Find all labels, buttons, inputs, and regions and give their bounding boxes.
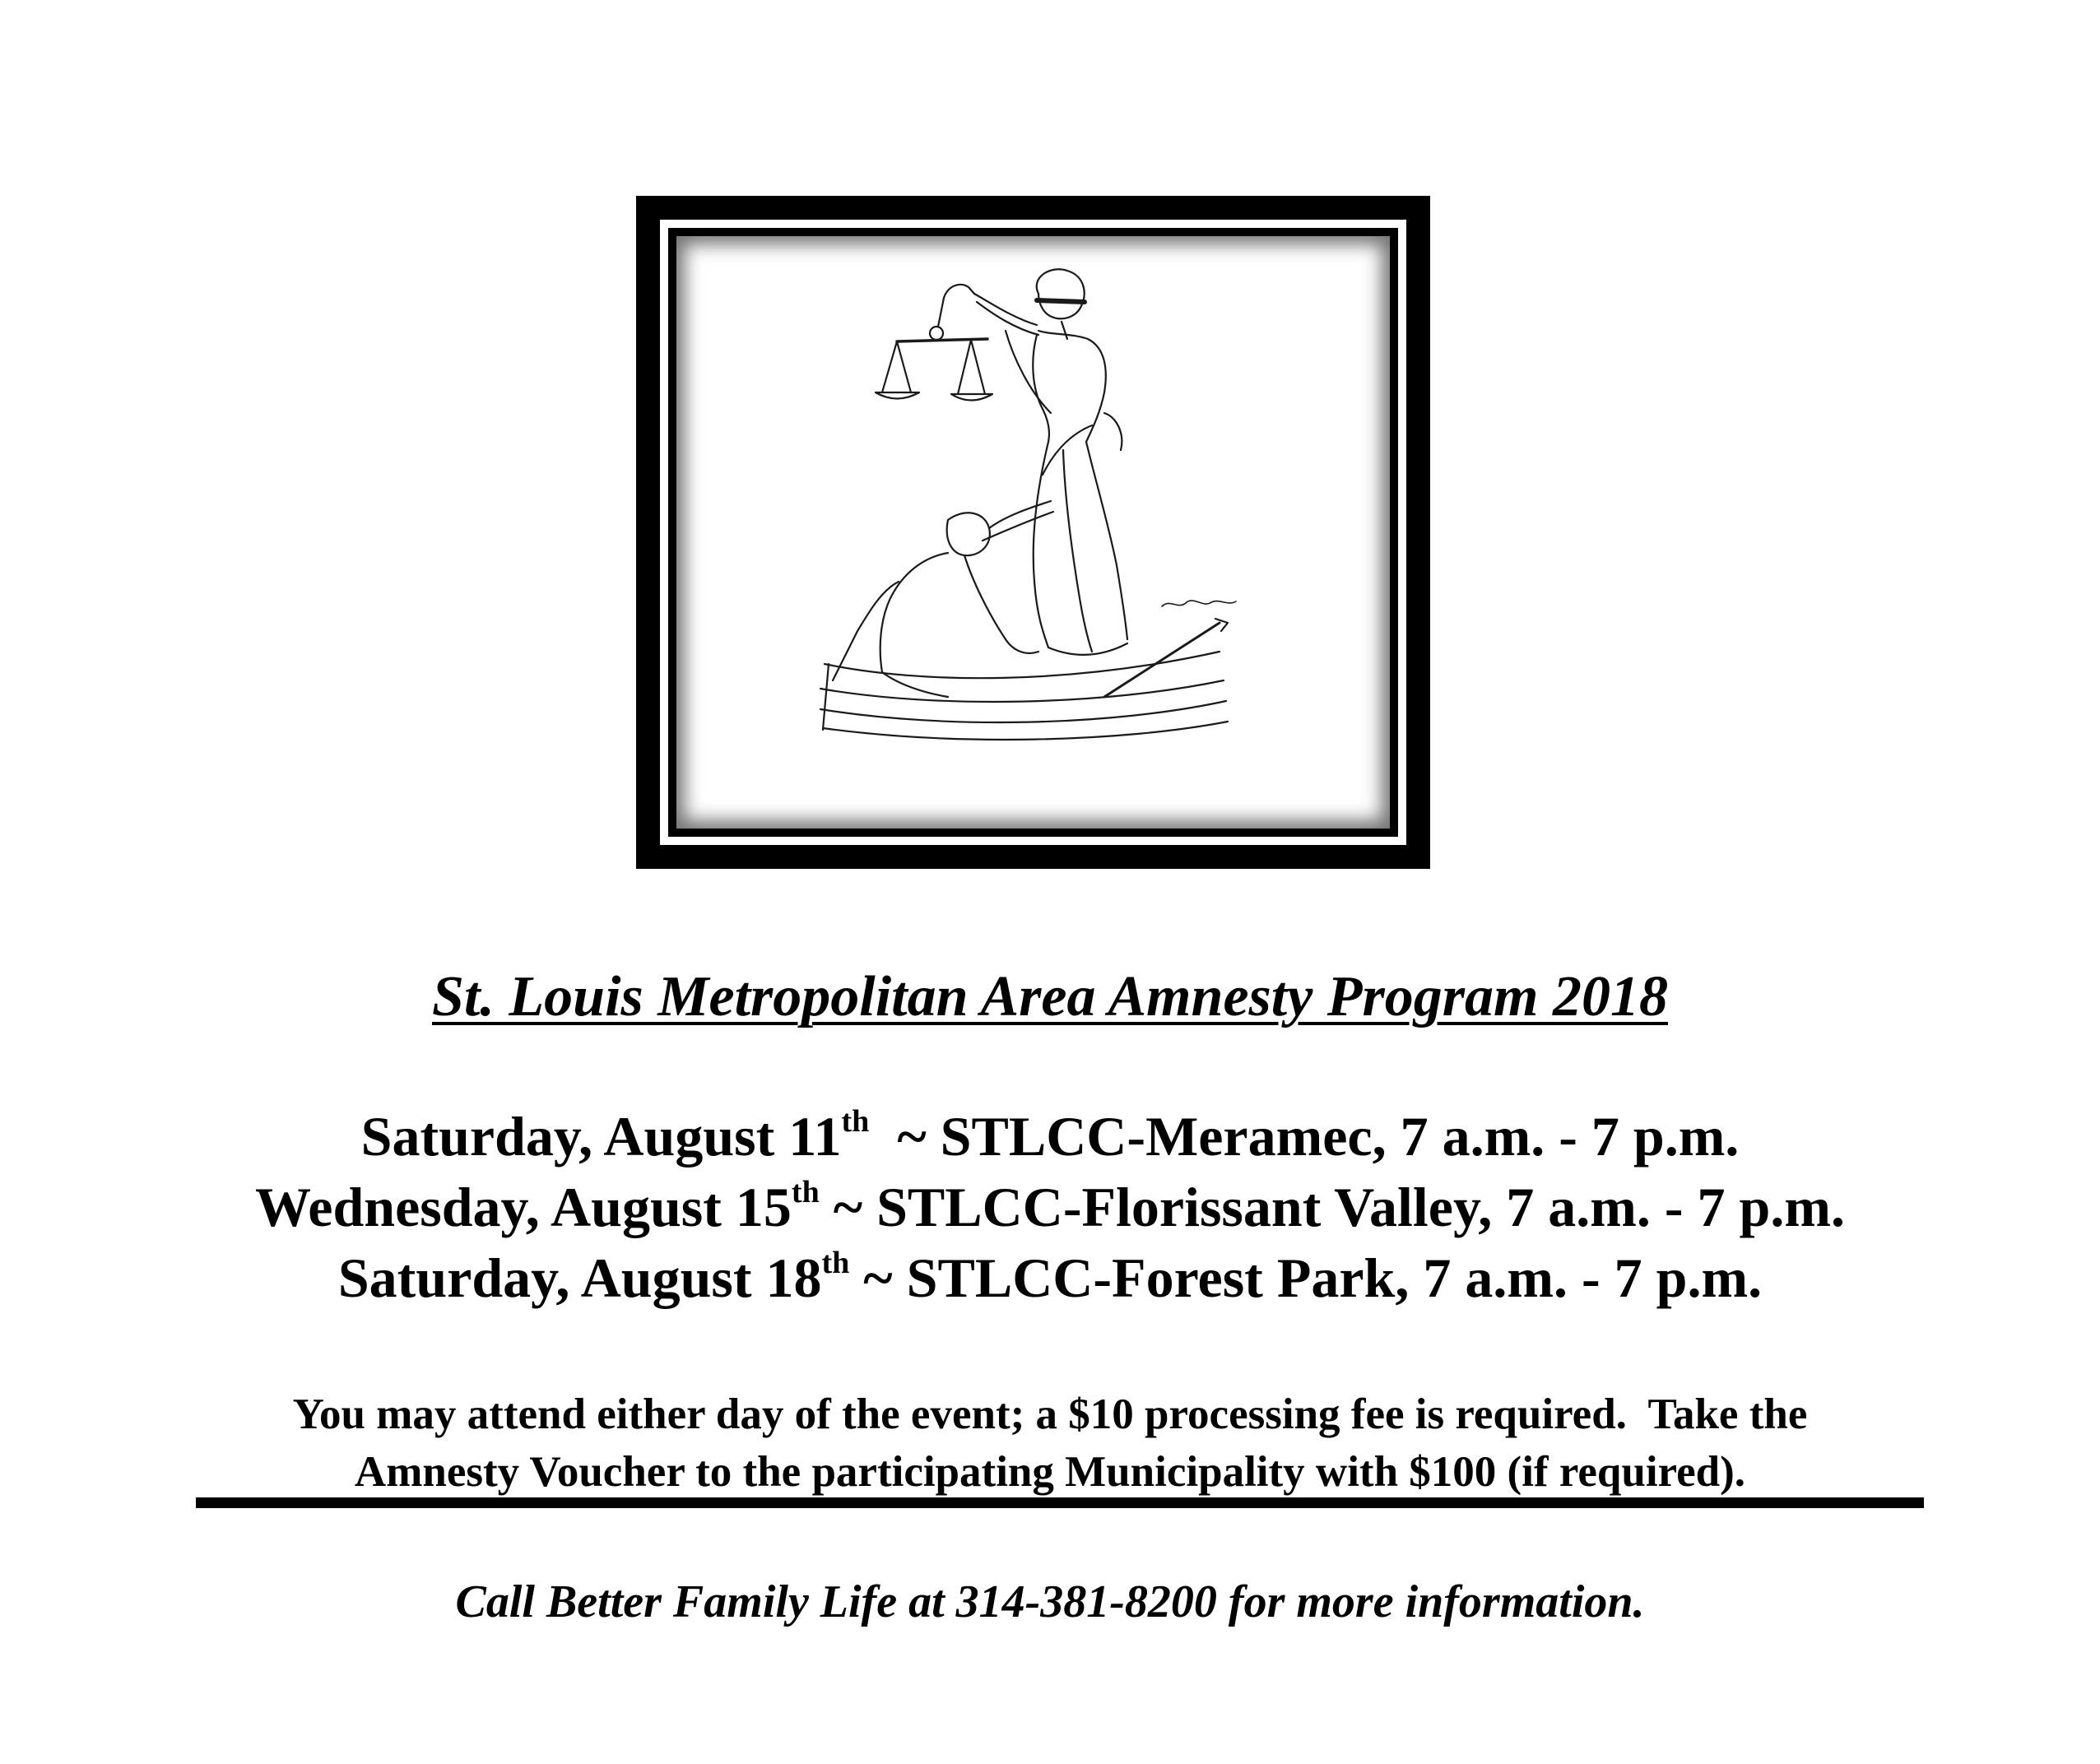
frame-inner-border: [668, 228, 1398, 837]
schedule-date-suffix: th: [841, 1104, 870, 1139]
schedule-location: ~ STLCC-Florissant Valley, 7 a.m. - 7 p.m.: [819, 1176, 1845, 1238]
divider-rule: [196, 1497, 1924, 1508]
event-schedule: [0, 1101, 2100, 1313]
fee-note-line-2: Amnesty Voucher to the participating Municipality with $100 (if required).: [354, 1448, 1746, 1496]
contact-info: Call Better Family Life at 314-381-8200 for more information.: [455, 1576, 1645, 1627]
schedule-location: ~ STLCC-Forest Park, 7 a.m. - 7 p.m.: [849, 1246, 1763, 1309]
illustration-frame: [636, 196, 1430, 869]
schedule-line-3: [0, 1242, 2100, 1313]
schedule-date-suffix: th: [821, 1246, 850, 1280]
schedule-date-suffix: th: [791, 1175, 820, 1209]
schedule-date: Saturday, August 11: [360, 1105, 842, 1167]
schedule-date: Saturday, August 18: [337, 1246, 822, 1309]
frame-white-border: [660, 220, 1406, 845]
lady-justice-illustration: [676, 236, 1390, 829]
schedule-line-2: [0, 1172, 2100, 1242]
fee-note-line-1: You may attend either day of the event; a $10 processing fee is required. Take the: [292, 1390, 1808, 1438]
fee-note: [0, 1386, 2100, 1501]
page-title: St. Louis Metropolitan Area Amnesty Program 2018: [432, 965, 1668, 1028]
schedule-date: Wednesday, August 15: [255, 1176, 792, 1238]
schedule-line-1: [0, 1101, 2100, 1172]
lady-justice-drawing: [676, 236, 1390, 829]
schedule-location: ~ STLCC-Meramec, 7 a.m. - 7 p.m.: [869, 1105, 1740, 1167]
